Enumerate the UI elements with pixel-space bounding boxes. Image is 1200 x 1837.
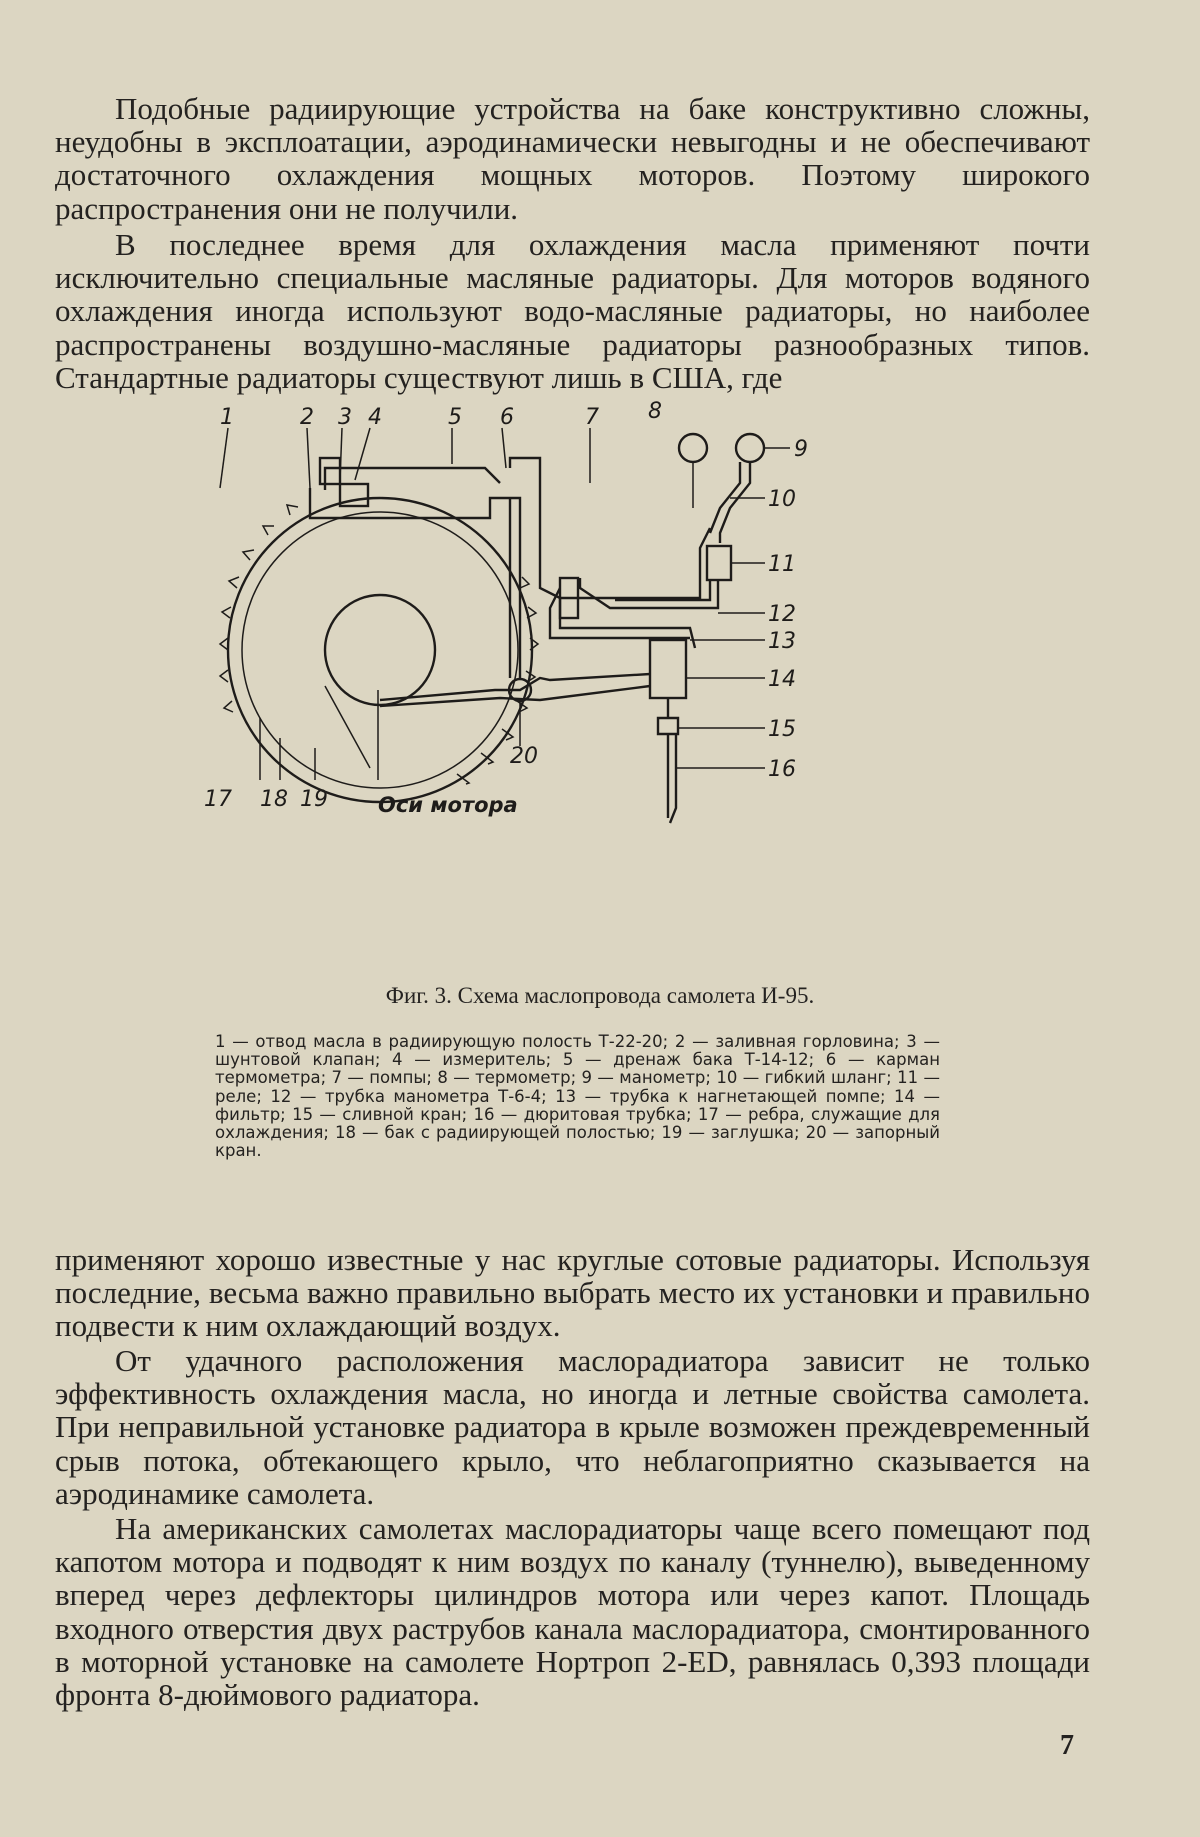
oil-system-diagram [204,399,950,968]
callout-19: 19 [300,787,328,812]
tank-core [325,595,435,705]
callout-2: 2 [300,405,314,430]
manometer-tube [580,578,718,608]
top-pipe [310,468,520,678]
drain-pipe [510,458,710,598]
callout-12: 12 [768,602,796,627]
figure-legend: 1 — отвод масла в радиирующую полость Т-22-20; 2 — заливная горловина; 3 — шунтовой клапан; 4 — измеритель; 5 — дренаж бака Т-14-12; 6 — карман термометра; 7 — помпы; 8 — термометр; 9 — манометр; 10 — гибкий шланг; 11 — реле; 12 — трубка манометра Т-6-4; 13 — трубка к нагнетающей помпе; 14 — фильтр; 15 — сливной кран; 16 — дюритовая трубка; 17 — ребра, служащие для охлаждения; 18 — бак с радиирующей полостью; 19 — заглушка; 20 — запорный кран. [215,1032,940,1161]
manometer-icon [736,434,764,462]
callout-18: 18 [260,787,288,812]
thermometer-icon [679,434,707,462]
callout-13: 13 [768,629,796,654]
callout-1: 1 [220,405,234,430]
drain-valve [658,698,678,734]
paragraph-american-aircraft: На американских самолетах маслорадиаторы чаще всего помещают под капотом мотора и подводят к ним воздух по каналу (туннелю), выведенному вперед через дефлекторы цилиндров мотора или через капот. Площадь входного отверстия двух раструбов канала маслорадиатора, смонтированного в моторной установке на самолете Нортроп 2-ED, равнялась 0,393 площади фронта 8-дюймового радиатора. [55,1511,1090,1713]
callout-11: 11 [768,552,796,577]
figure-caption: Фиг. 3. Схема маслопровода самолета И-95. [385,983,815,1008]
paragraph-radiator-placement: От удачного расположения маслорадиатора зависит не только эффективность охлаждения масла, но иногда и летные свойства самолета. При неправильной установке радиатора в крыле возможен преждевременный срыв потока, обтекающего крыло, что неблагоприятно сказывается на аэродинамике самолета. [55,1343,1090,1511]
paragraph-oil-radiators: В последнее время для охлаждения масла применяют почти исключительно специальные масляные радиаторы. Для моторов водяного охлаждения иногда используют водо-масляные радиаторы, но наиболее распространены воздушно-масляные радиаторы разнообразных типов. Стандартные радиаторы существуют лишь в США, где [55,227,1090,395]
callout-5: 5 [448,405,462,430]
callout-9: 9 [794,437,808,462]
flex-hose [710,462,750,543]
tank-inner [242,512,518,788]
callout-10: 10 [768,487,796,512]
callout-3: 3 [338,405,352,430]
paragraph-radiating-devices: Подобные радиирующие устройства на баке конструктивно сложны, неудобны в эксплоатации, аэродинамически невыгодны и не обеспечивают достаточного охлаждения мощных моторов. Поэтому широкого распространения они не получили. [55,91,1090,226]
callout-14: 14 [768,667,796,692]
filler-neck [320,458,340,484]
leader-lines [220,428,790,780]
callout-8: 8 [648,399,662,424]
callout-6: 6 [500,405,514,430]
callout-7: 7 [585,405,599,430]
paragraph-round-radiators: применяют хорошо известные у нас круглые сотовые радиаторы. Используя последние, весьма важно правильно выбрать место их установки и правильно подвести к ним охлаждающий воздух. [55,1242,1090,1344]
engine-axis-label: Оси мотора [378,793,518,817]
callout-17: 17 [204,787,232,812]
callout-4: 4 [368,405,382,430]
callout-16: 16 [768,757,796,782]
callout-20: 20 [510,744,538,769]
filter-box [650,640,686,698]
relay-box [707,546,731,580]
durite-tube [668,734,676,823]
callout-15: 15 [768,717,796,742]
page-number: 7 [1060,1730,1074,1761]
